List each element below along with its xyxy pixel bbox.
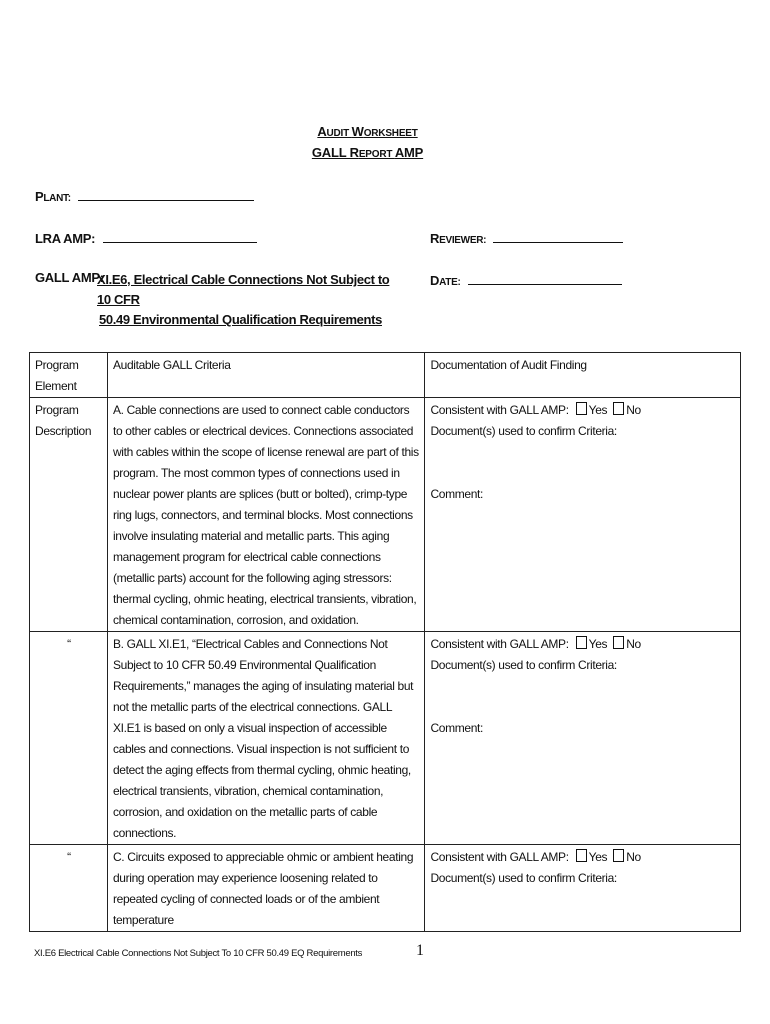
plant-input-line[interactable]	[78, 188, 254, 201]
footer-text: XI.E6 Electrical Cable Connections Not Subject To 10 CFR 50.49 EQ Requirements	[34, 948, 363, 959]
reviewer-field: REVIEWER:	[430, 230, 623, 246]
table-header-row	[30, 353, 741, 398]
lra-amp-input-line[interactable]	[103, 230, 257, 243]
yes-checkbox[interactable]	[576, 402, 587, 415]
yes-checkbox[interactable]	[576, 636, 587, 649]
criteria-cell: C. Circuits exposed to appreciable ohmic or ambient heating during operation may experience loosening related to repeated cycling of connected loads or of the ambient temperature	[107, 845, 425, 932]
page-number: 1	[416, 942, 424, 959]
lra-amp-field: LRA AMP:	[35, 230, 257, 246]
reviewer-input-line[interactable]	[493, 230, 623, 243]
plant-field: PLANT:	[35, 188, 254, 204]
finding-cell: Consistent with GALL AMP: Yes No Document(s) used to confirm Criteria: Comment:	[425, 398, 741, 632]
finding-cell: Consistent with GALL AMP: Yes No Document(s) used to confirm Criteria: Comment:	[425, 632, 741, 845]
criteria-cell: A. Cable connections are used to connect cable conductors to other cables or electrical devices. Connections associated with cables within the scope of license renewal are part of this program. The most common types of connections used in nuclear power plants are splices (butt or bolted), crimp-type ring lugs, connectors, and terminal blocks. Most connections involve insulating material and metallic parts. This aging management program for electrical cable connections (metallic parts) account for the following aging stressors: thermal cycling, ohmic heating, electrical transients, vibration, chemical contamination, corrosion, and oxidation.	[107, 398, 425, 632]
table-row	[30, 632, 741, 845]
date-input-line[interactable]	[468, 272, 622, 285]
gall-amp-label: GALL AMP:	[35, 270, 104, 285]
finding-cell: Consistent with GALL AMP: Yes No Document(s) used to confirm Criteria:	[425, 845, 741, 932]
table-row	[30, 398, 741, 632]
worksheet-title: AUDIT WORKSHEET	[317, 124, 418, 139]
header-auditable-criteria: Auditable GALL Criteria	[107, 353, 425, 398]
program-element-cell: Program Description	[30, 398, 108, 632]
no-checkbox[interactable]	[613, 636, 624, 649]
no-checkbox[interactable]	[613, 849, 624, 862]
date-field: DATE:	[430, 272, 622, 288]
criteria-cell: B. GALL XI.E1, “Electrical Cables and Connections Not Subject to 10 CFR 50.49 Environmental Qualification Requirements,” manages the aging of insulating material but not the metallic parts of the electrical connections. GALL XI.E1 is based on only a visual inspection of accessible cables and connections. Visual inspection is not sufficient to detect the aging effects from thermal cycling, ohmic heating, electrical transients, vibration, chemical contamination, corrosion, and oxidation on the metallic parts of cable connections.	[107, 632, 425, 845]
gall-amp-value: XI.E6, Electrical Cable Connections Not Subject to 10 CFR 50.49 Environmental Qualification Requirements	[97, 272, 390, 327]
program-element-cell: “	[30, 632, 108, 845]
audit-table	[29, 352, 741, 932]
header-program-element: Program Element	[30, 353, 108, 398]
no-checkbox[interactable]	[613, 402, 624, 415]
table-row	[30, 845, 741, 932]
yes-checkbox[interactable]	[576, 849, 587, 862]
comment-label: Comment:	[430, 487, 484, 501]
comment-label: Comment:	[430, 721, 484, 735]
program-element-cell: “	[30, 845, 108, 932]
worksheet-subtitle: GALL REPORT AMP	[311, 145, 424, 160]
header-documentation: Documentation of Audit Finding	[425, 353, 741, 398]
